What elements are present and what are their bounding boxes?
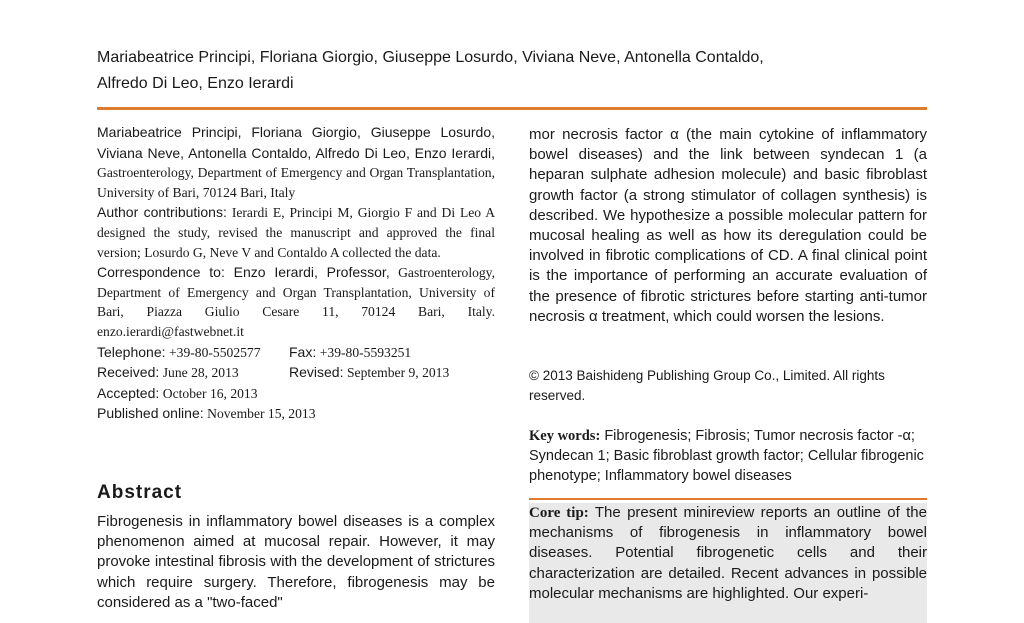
contributions-block	[97, 203, 495, 263]
keywords-label: Key words:	[529, 428, 601, 444]
core-tip-text: The present minireview reports an outline of the mechanisms of fibrogenesis in inflammatory bowel diseases. Potential fibrogenetic cells and their characterization are detailed. Recent advances in possible molecular mechanisms are highlighted. Our experi-	[529, 504, 927, 602]
fax-value: +39-80-5593251	[319, 344, 412, 360]
author-line-1: Mariabeatrice Principi, Floriana Giorgio, Giuseppe Losurdo, Viviana Neve, Antonella Contaldo,	[97, 49, 764, 66]
affiliation-text: Gastroenterology, Department of Emergency and Organ Transplantation, University of Bari, 70124 Bari, Italy	[97, 165, 495, 200]
article-info-column	[97, 123, 495, 425]
accepted-label: Accepted:	[97, 384, 160, 401]
header-divider	[97, 107, 927, 110]
contributions-text: Ierardi E, Principi M, Giorgio F and Di Leo A designed the study, revised the manuscript and approved the final version; Losurdo G, Neve V and Contaldo A collected the data.	[97, 205, 496, 260]
revised-label: Revised:	[289, 364, 344, 381]
author-line-2: Alfredo Di Leo, Enzo Ierardi	[97, 75, 294, 92]
abstract-continuation: mor necrosis factor α (the main cytokine of inflammatory bowel diseases) and the link between syndecan 1 (a heparan sulphate adhesion molecule) and basic fibroblast growth factor (a strong stimulator of collagen synthesis) is described. We hypothesize a possible molecular pattern for mucosal healing as well as how its deregulation could be involved in fibrotic complications of CD. A final clinical point is the importance of performing an accurate evaluation of the presence of fibrotic strictures before starting anti-tumor necrosis α treatment, which could worsen the lesions.	[529, 126, 927, 325]
keywords-text: Fibrogenesis; Fibrosis; Tumor necrosis factor -α; Syndecan 1; Basic fibroblast growth factor; Cellular fibrogenic phenotype; Inflammatory bowel diseases	[529, 428, 924, 485]
published-row	[97, 404, 495, 425]
author-list-header	[97, 45, 917, 97]
received-value: June 28, 2013	[162, 365, 239, 381]
published-label: Published online:	[97, 405, 204, 422]
accepted-row	[97, 384, 495, 405]
revised-value: September 9, 2013	[346, 365, 450, 381]
telephone-label: Telephone:	[97, 343, 166, 360]
copyright-notice: © 2013 Baishideng Publishing Group Co., Limited. All rights reserved.	[529, 368, 885, 403]
accepted-value: October 16, 2013	[162, 385, 258, 401]
telephone-value: +39-80-5502577	[169, 344, 261, 360]
keywords-block	[529, 426, 927, 487]
core-tip-label: Core tip:	[529, 505, 589, 521]
phone-fax-row	[97, 343, 495, 364]
affiliation-block	[97, 123, 495, 203]
abstract-heading: Abstract	[97, 482, 183, 503]
correspondence-text: Gastroenterology, Department of Emergency and Organ Transplantation, University of Bari, Piazza Giulio Cesare 11, 70124 Bari, Italy. enzo.ierardi@fastwebnet.it	[97, 265, 495, 339]
correspondence-block	[97, 263, 495, 342]
published-value: November 15, 2013	[207, 406, 316, 422]
contributions-label: Author contributions:	[97, 204, 227, 221]
received-label: Received:	[97, 364, 160, 381]
core-tip-box	[529, 503, 927, 623]
affiliation-names: Mariabeatrice Principi, Floriana Giorgio, Giuseppe Losurdo, Viviana Neve, Antonella Contaldo, Alfredo Di Leo, Enzo Ierardi,	[97, 124, 495, 161]
fax-label: Fax:	[289, 343, 317, 360]
received-revised-row	[97, 363, 495, 384]
core-tip-divider	[529, 498, 927, 500]
correspondence-label: Correspondence to: Enzo Ierardi, Professor,	[97, 264, 390, 281]
abstract-text: Fibrogenesis in inflammatory bowel diseases is a complex phenomenon aimed at mucosal repair. However, it may provoke intestinal fibrosis with the development of strictures which require surgery. Therefore, fibrogenesis may be considered as a "two-faced"	[97, 513, 495, 611]
